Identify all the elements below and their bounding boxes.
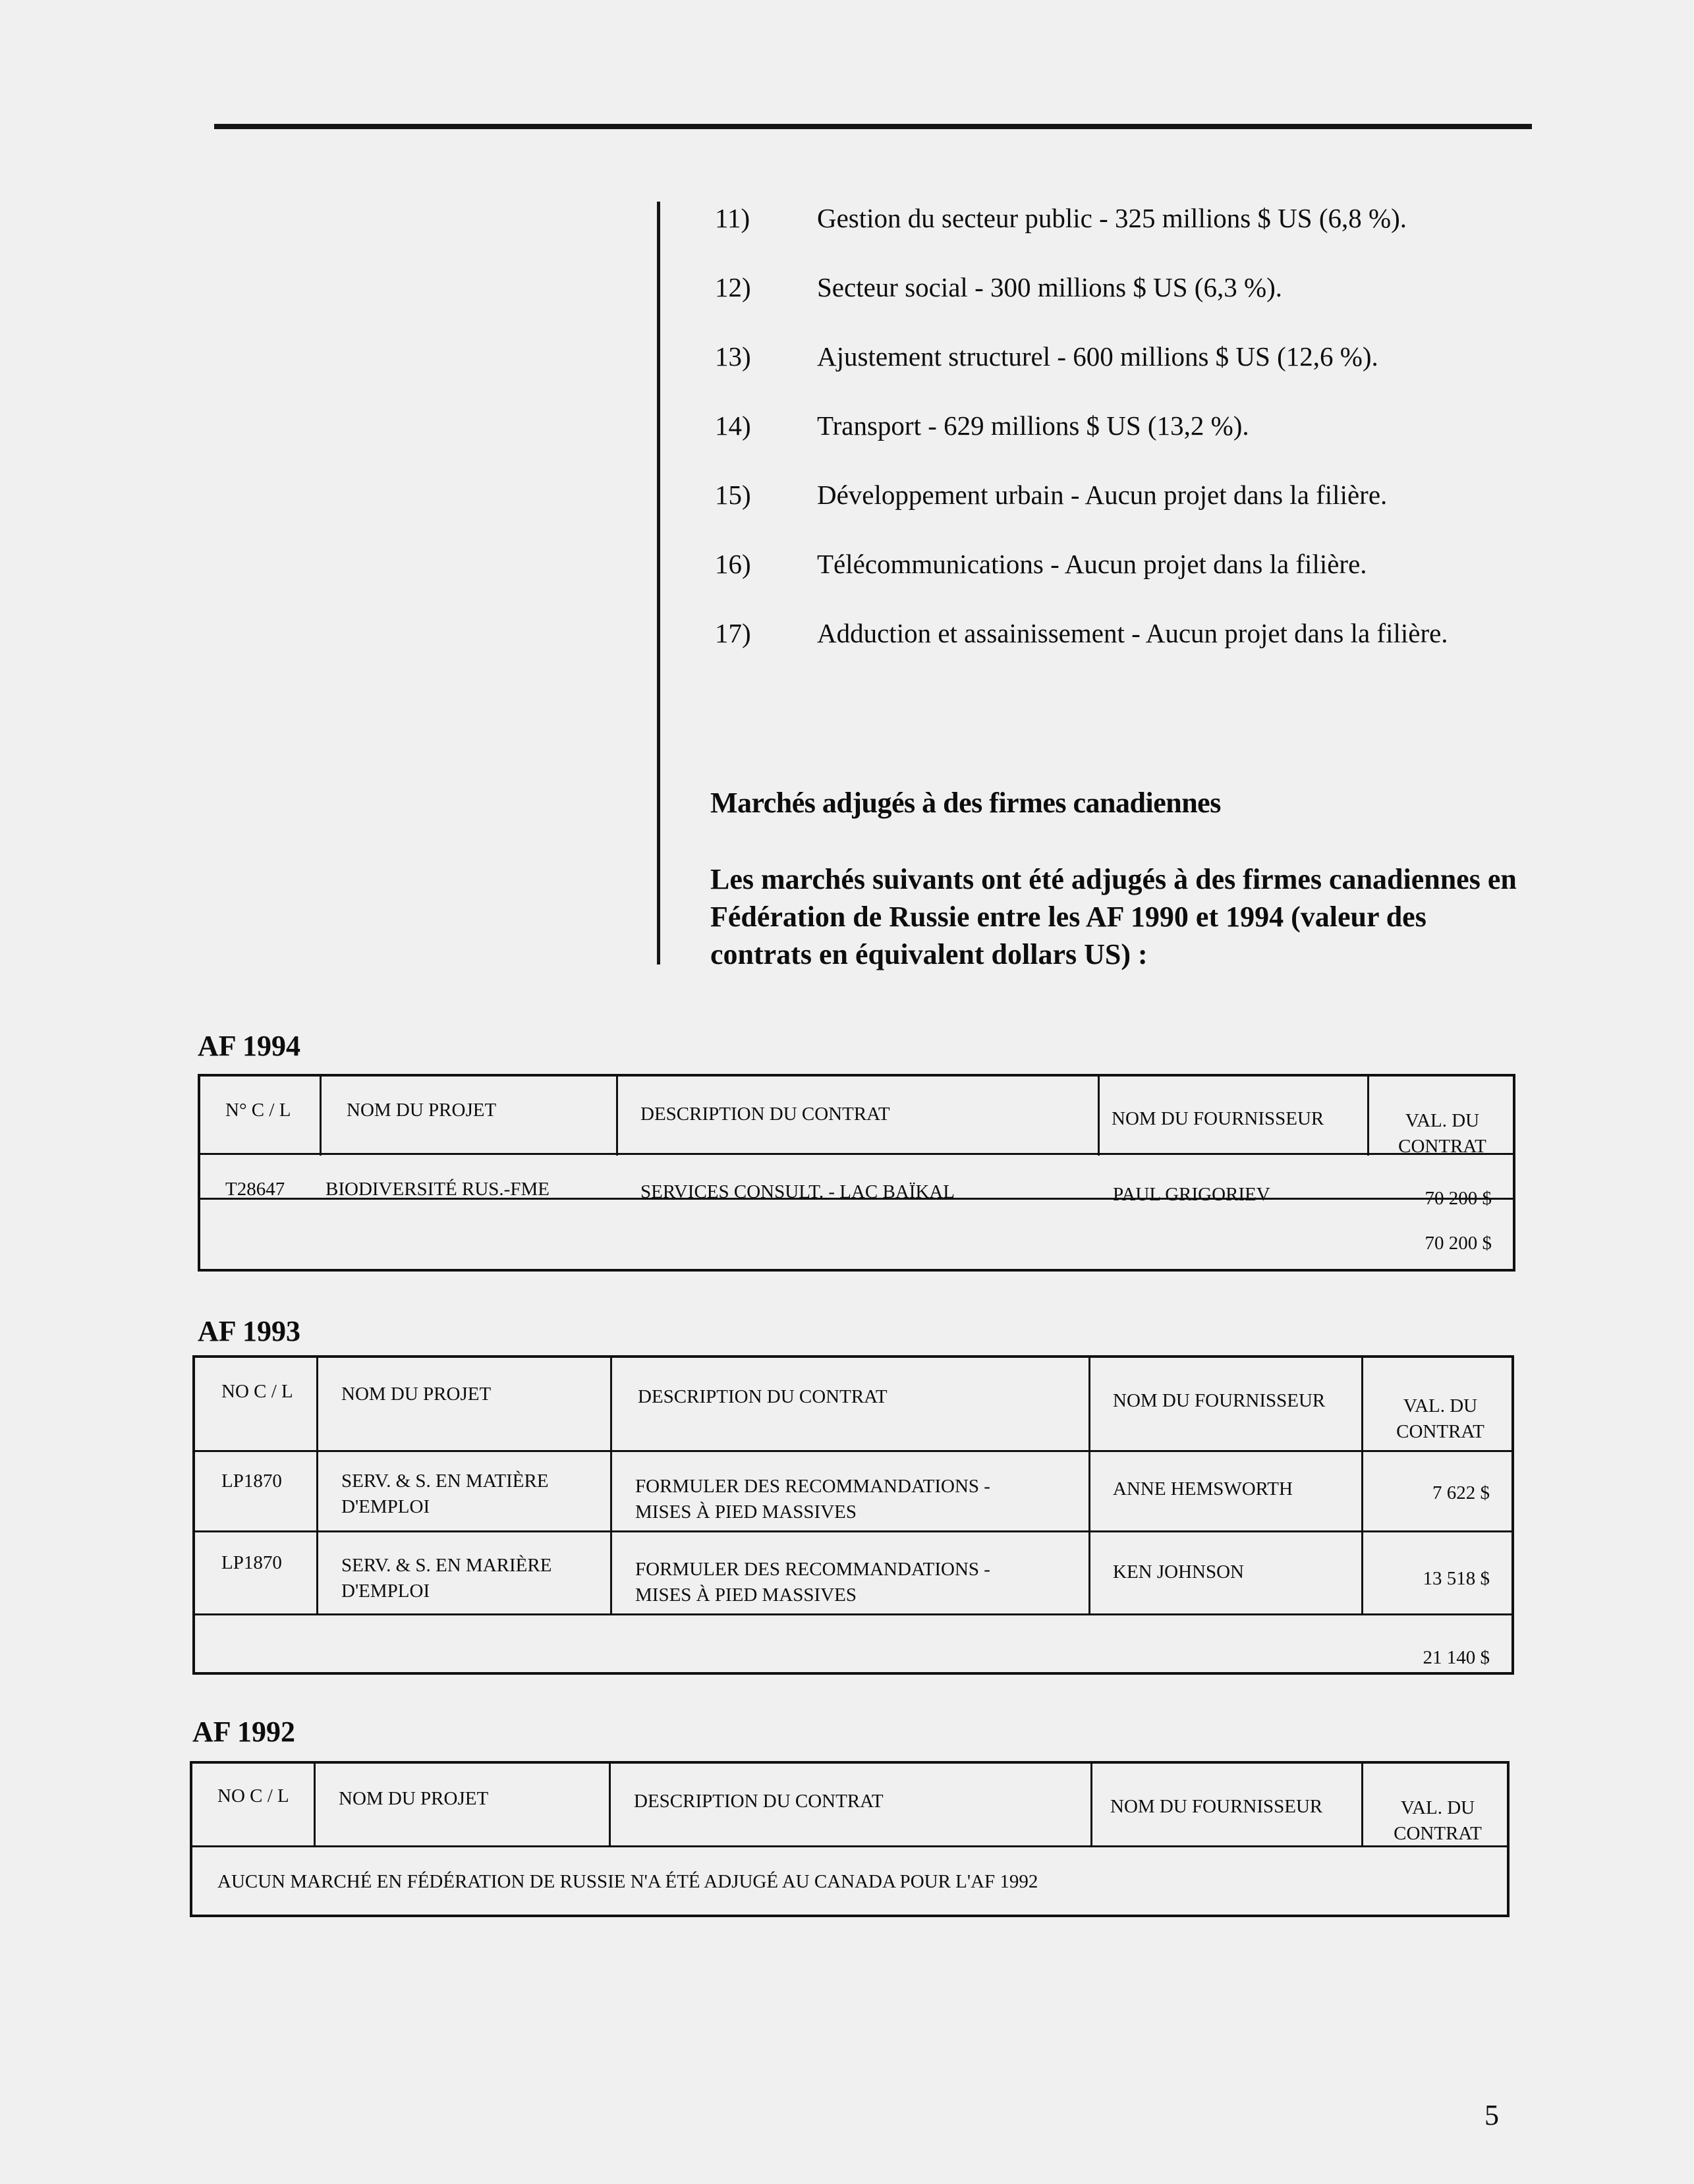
item-text: Télécommunications - Aucun projet dans la filière. [817,549,1367,579]
item-text: Gestion du secteur public - 325 millions $ US (6,8 %). [817,203,1407,233]
table-title-af1992: AF 1992 [192,1716,296,1748]
item-number: 11) [715,203,750,233]
table-row-description: SERVICES CONSULT. - LAC BAÏKAL [640,1181,955,1202]
list-item [715,408,1525,443]
list-item [715,339,1525,374]
header-fournisseur: NOM DU FOURNISSEUR [1110,1796,1323,1817]
table-af1992 [190,1761,1510,1917]
header-valeur: VAL. DU CONTRAT [1398,1110,1486,1157]
header-projet: NOM DU PROJET [347,1100,497,1121]
list-item [715,547,1525,582]
header-valeur: VAL. DU CONTRAT [1396,1395,1484,1442]
header-description: DESCRIPTION DU CONTRAT [640,1104,890,1125]
item-number: 15) [715,480,751,510]
header-no: NO C / L [217,1785,289,1806]
table-note: AUCUN MARCHÉ EN FÉDÉRATION DE RUSSIE N'A ÉTÉ ADJUGÉ AU CANADA POUR L'AF 1992 [217,1871,1038,1892]
item-number: 12) [715,272,751,302]
table-row-no: T28647 [225,1179,285,1200]
header-description: DESCRIPTION DU CONTRAT [638,1386,888,1407]
header-description: DESCRIPTION DU CONTRAT [634,1791,884,1812]
list-item [715,616,1525,651]
table-row-no: LP1870 [221,1470,282,1492]
table-row-fournisseur: PAUL GRIGORIEV [1113,1184,1270,1205]
header-projet: NOM DU PROJET [339,1788,489,1809]
header-projet: NOM DU PROJET [341,1384,492,1405]
item-number: 16) [715,549,751,579]
header-fournisseur: NOM DU FOURNISSEUR [1113,1390,1326,1411]
item-text: Transport - 629 millions $ US (13,2 %). [817,410,1249,441]
intro-paragraph: Les marchés suivants ont été adjugés à des firmes canadiennes en Fédération de Russie entre les AF 1990 et 1994 (valeur des contrats en équivalent dollars US) : [710,863,1517,970]
table-row-projet: BIODIVERSITÉ RUS.-FME [325,1179,550,1200]
list-item [715,201,1525,236]
table-total: 21 140 $ [1423,1647,1490,1668]
table-row-no: LP1870 [221,1552,282,1573]
item-number: 13) [715,341,751,372]
list-item [715,270,1525,305]
table-title-af1994: AF 1994 [198,1030,301,1062]
table-row-fournisseur: ANNE HEMSWORTH [1113,1478,1293,1499]
header-no: NO C / L [221,1381,293,1402]
table-row-projet: SERV. & S. EN MARIÈRE D'EMPLOI [341,1555,552,1602]
sector-list [715,201,1525,685]
table-row-projet: SERV. & S. EN MATIÈRE D'EMPLOI [341,1470,549,1517]
item-text: Adduction et assainissement - Aucun projet dans la filière. [817,618,1448,648]
item-text: Développement urbain - Aucun projet dans la filière. [817,480,1388,510]
table-title-af1993: AF 1993 [198,1315,301,1347]
table-af1993 [192,1355,1514,1675]
table-row-valeur: 7 622 $ [1432,1482,1490,1503]
item-text: Secteur social - 300 millions $ US (6,3 %). [817,272,1283,302]
table-row-valeur: 70 200 $ [1425,1188,1492,1209]
table-row-description: FORMULER DES RECOMMANDATIONS - MISES À PIED MASSIVES [635,1559,990,1606]
item-number: 14) [715,410,751,441]
table-row-description: FORMULER DES RECOMMANDATIONS - MISES À PIED MASSIVES [635,1476,990,1523]
item-number: 17) [715,618,751,648]
item-text: Ajustement structurel - 600 millions $ US (12,6 %). [817,341,1378,372]
header-no: N° C / L [225,1100,291,1121]
header-fournisseur: NOM DU FOURNISSEUR [1112,1108,1324,1129]
header-valeur: VAL. DU CONTRAT [1394,1797,1482,1844]
table-af1994 [198,1074,1515,1272]
section-title: Marchés adjugés à des firmes canadiennes [710,787,1221,819]
table-total: 70 200 $ [1425,1233,1492,1254]
list-item [715,478,1525,513]
top-rule [214,124,1532,129]
column-divider [657,202,660,965]
page-number: 5 [1484,2099,1499,2131]
table-row-valeur: 13 518 $ [1423,1568,1490,1589]
table-row-fournisseur: KEN JOHNSON [1113,1561,1244,1582]
